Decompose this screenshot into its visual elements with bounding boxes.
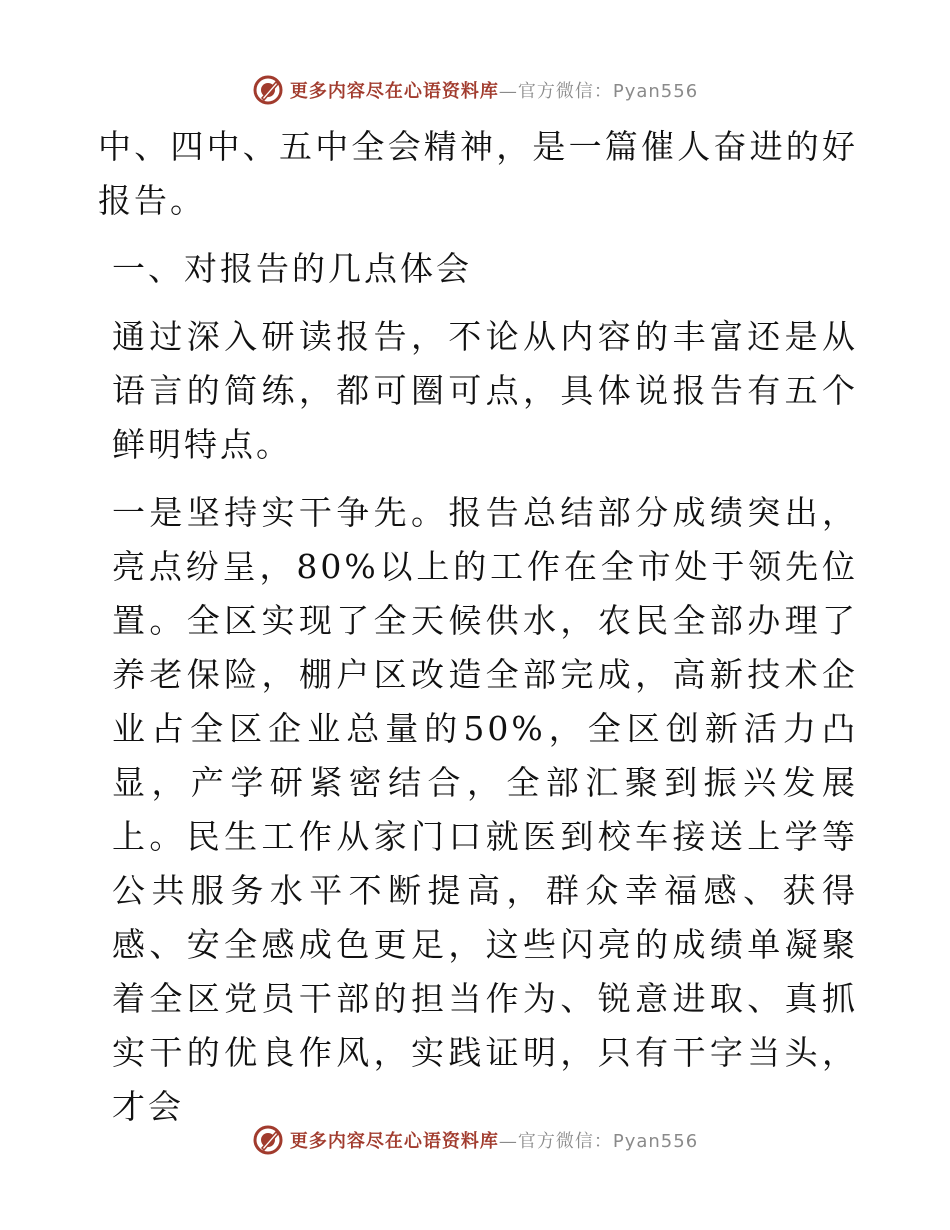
- banner-text: [290, 77, 698, 103]
- pen-nib-circle-icon: [252, 1124, 284, 1156]
- banner-wechat-handle: Pyan556: [612, 1131, 699, 1152]
- banner-dash: —: [498, 1131, 518, 1152]
- paragraph-intro: 通过深入研读报告，不论从内容的丰富还是从语言的简练，都可圈可点，具体说报告有五个鲜明特点。: [112, 317, 858, 464]
- banner-wechat-label: 官方微信：: [517, 1131, 613, 1152]
- banner-main-text: 更多内容尽在心语资料库: [289, 81, 499, 102]
- paragraph-point-one: 一是坚持实干争先。报告总结部分成绩突出，亮点纷呈，80%以上的工作在全市处于领先位置。全区实现了全天候供水，农民全部办理了养老保险，棚户区改造全部完成，高新技术企业占全区企业总量的50%，全区创新活力凸显，产学研紧密结合，全部汇聚到振兴发展上。民生工作从家门口就医到校车接送上学等公共服务水平不断提高，群众幸福感、获得感、安全感成色更足，这些闪亮的成绩单凝聚着全区党员干部的担当作为、锐意进取、真抓实干的优良作风，实践证明，只有干字当头，才会: [112, 493, 858, 1126]
- banner-wechat-label: 官方微信：: [517, 81, 613, 102]
- banner-main-text: 更多内容尽在心语资料库: [289, 1131, 499, 1152]
- pen-nib-circle-icon: [252, 74, 284, 106]
- banner-text: [290, 1127, 698, 1153]
- banner-wechat-handle: Pyan556: [612, 81, 699, 102]
- header-banner: [0, 70, 950, 110]
- section-heading: 一、对报告的几点体会: [112, 249, 472, 288]
- document-body: [98, 120, 858, 1134]
- paragraph-continuation: 中、四中、五中全会精神，是一篇催人奋进的好报告。: [98, 127, 858, 220]
- banner-dash: —: [498, 81, 518, 102]
- footer-banner: [0, 1120, 950, 1160]
